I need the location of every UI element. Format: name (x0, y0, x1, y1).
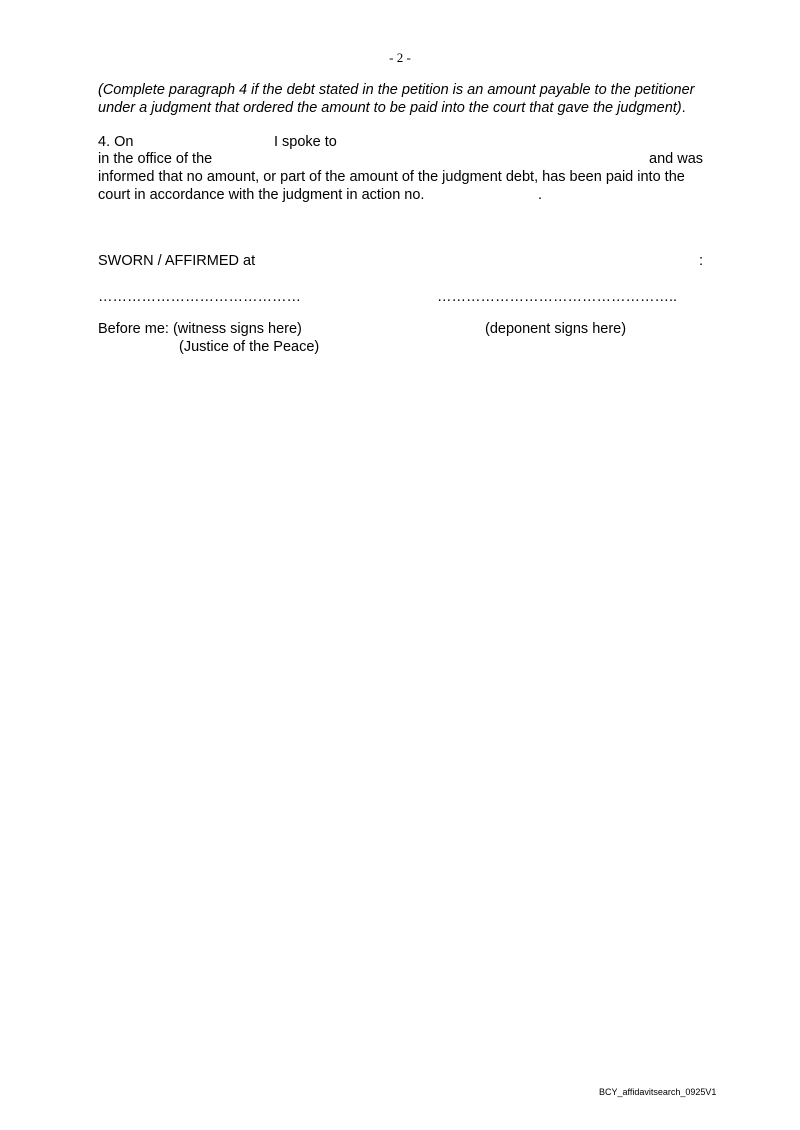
sworn-affirmed-label: SWORN / AFFIRMED at (98, 253, 256, 269)
paragraph-4-line-3: informed that no amount, or part of the amount of the judgment debt, has been paid into the (98, 169, 685, 185)
spoke-to-label: I spoke to (274, 134, 337, 150)
justice-of-peace-label: (Justice of the Peace) (179, 339, 320, 355)
instruction-line-1: (Complete paragraph 4 if the debt stated in the petition is an amount payable to the petitioner (98, 82, 695, 98)
page-number: - 2 - (389, 50, 411, 65)
witness-signature-line: …………………………………… (98, 289, 301, 305)
instruction-line-2-text: under a judgment that ordered the amount to be paid into the court that gave the judgment) (98, 100, 682, 116)
witness-signs-label: Before me: (witness signs here) (98, 321, 302, 337)
deponent-signs-label: (deponent signs here) (485, 321, 627, 337)
action-number-period: . (538, 187, 543, 203)
and-was-text: and was (649, 151, 704, 167)
paragraph-4-on-label: 4. On (98, 134, 134, 150)
paragraph-4-line-4: court in accordance with the judgment in action no. (98, 187, 425, 203)
office-label: in the office of the (98, 151, 213, 167)
instruction-line-2-period: . (681, 100, 686, 116)
instruction-line-2 (98, 99, 686, 117)
sworn-colon: : (699, 253, 704, 269)
deponent-signature-line: ………………………………………….. (437, 289, 678, 305)
document-code-footer: BCY_affidavitsearch_0925V1 (599, 1087, 717, 1097)
